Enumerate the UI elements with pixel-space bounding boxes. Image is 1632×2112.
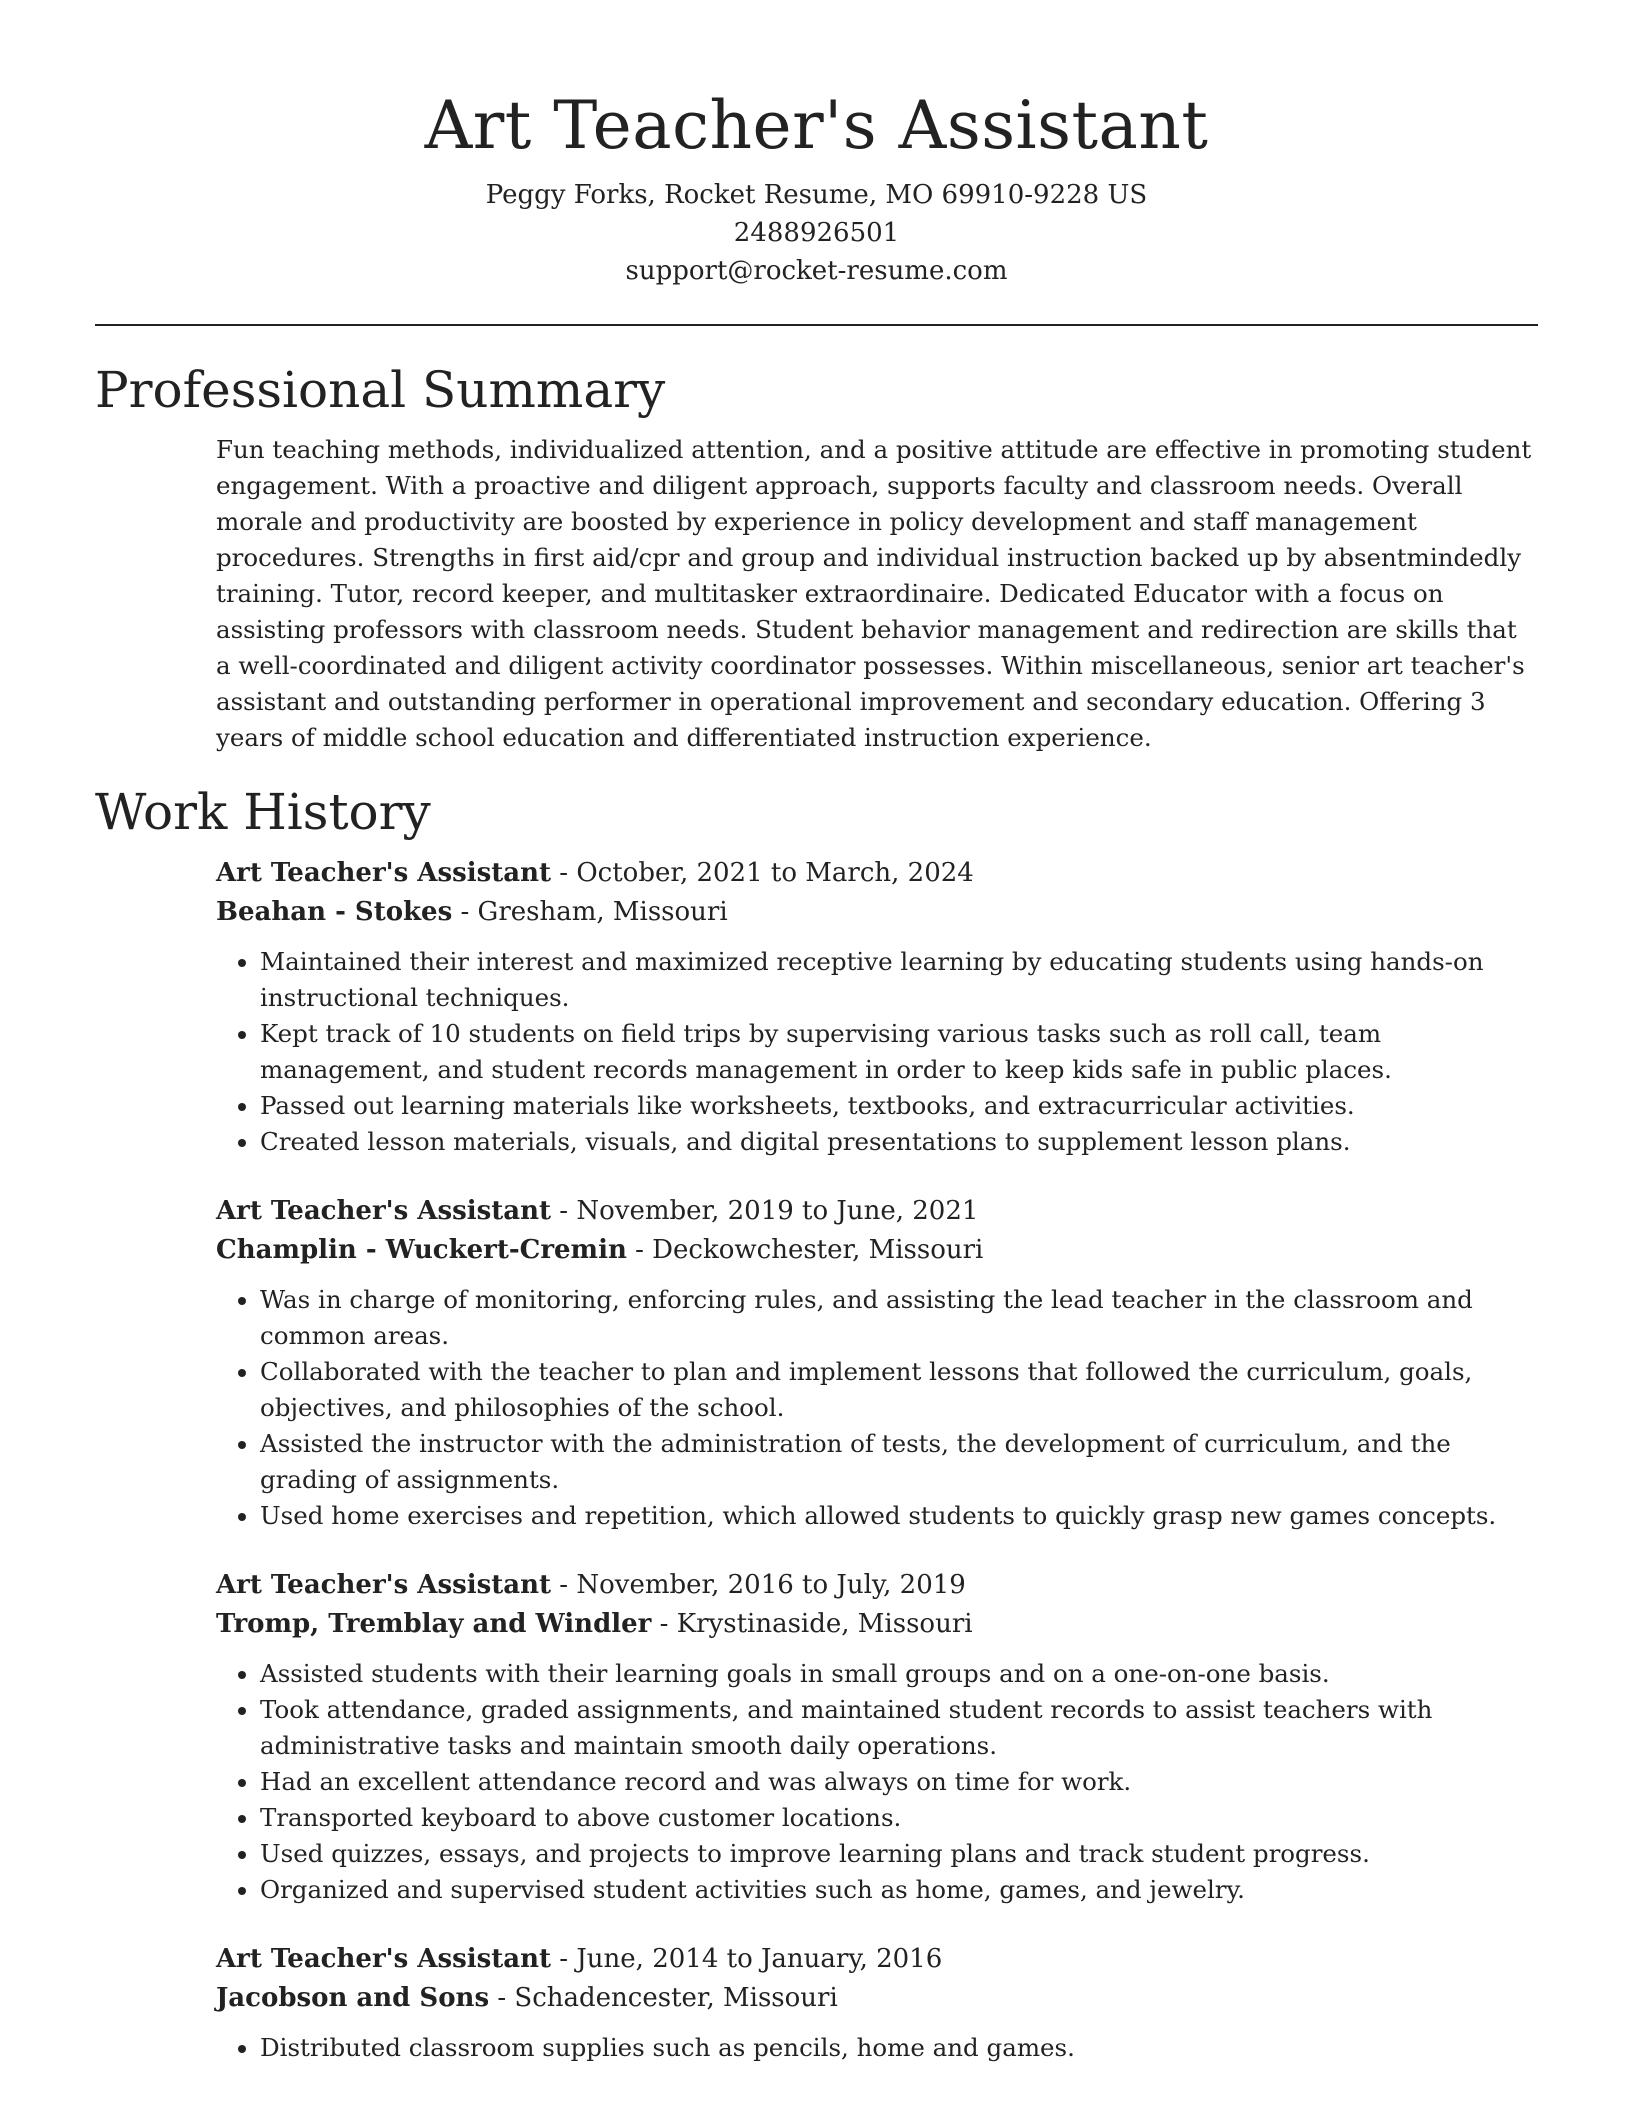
job-bullet: • Passed out learning materials like worksheets, textbooks, and extracurricular activities.: [260, 1088, 1538, 1124]
job-employer-line: [216, 1979, 1538, 2018]
work-history-heading: Work History: [95, 783, 431, 841]
contact-block: [95, 176, 1538, 290]
job-location: - Schadencester, Missouri: [489, 1983, 838, 2013]
resume-title: Art Teacher's Assistant: [424, 87, 1209, 164]
job-bullet: • Was in charge of monitoring, enforcing rules, and assisting the lead teacher in the classroom and common areas.: [260, 1282, 1538, 1354]
job-bullet: • Kept track of 10 students on field trips by supervising various tasks such as roll call, team management, and student records management in order to keep kids safe in public places.: [260, 1016, 1538, 1088]
job-entry: [216, 1940, 1538, 2066]
job-dates: - November, 2019 to June, 2021: [551, 1196, 979, 1226]
job-bullet: • Used quizzes, essays, and projects to improve learning plans and track student progress.: [260, 1836, 1538, 1872]
job-entry: [216, 854, 1538, 1160]
job-employer-line: [216, 1605, 1538, 1644]
job-dates: - June, 2014 to January, 2016: [551, 1944, 943, 1974]
job-bullet: • Created lesson materials, visuals, and digital presentations to supplement lesson plans.: [260, 1124, 1538, 1160]
job-bullets: [216, 944, 1538, 1160]
job-location: - Deckowchester, Missouri: [626, 1235, 984, 1265]
job-employer-line: [216, 893, 1538, 932]
job-bullets: [216, 2030, 1538, 2066]
job-bullets: [216, 1656, 1538, 1908]
header-divider: [95, 324, 1538, 326]
summary-heading: Professional Summary: [95, 361, 666, 419]
job-bullet: • Collaborated with the teacher to plan and implement lessons that followed the curriculum, goals, objectives, and philosophies of the school.: [260, 1354, 1538, 1426]
job-title-line: [216, 1566, 1538, 1605]
job-entry: [216, 1192, 1538, 1534]
job-bullet: • Assisted students with their learning goals in small groups and on a one-on-one basis.: [260, 1656, 1538, 1692]
job-list: [216, 854, 1538, 2066]
contact-phone: 2488926501: [733, 218, 900, 248]
job-title: Art Teacher's Assistant: [216, 1570, 552, 1600]
job-bullets: [216, 1282, 1538, 1534]
job-employer: Tromp, Tremblay and Windler: [216, 1609, 652, 1639]
contact-email: support@rocket-resume.com: [625, 256, 1008, 286]
job-bullet: • Used home exercises and repetition, which allowed students to quickly grasp new games concepts.: [260, 1498, 1538, 1534]
job-bullet: • Had an excellent attendance record and was always on time for work.: [260, 1764, 1538, 1800]
job-employer: Beahan - Stokes: [216, 897, 453, 927]
summary-section: [216, 432, 1538, 756]
job-title: Art Teacher's Assistant: [216, 1196, 552, 1226]
job-employer: Jacobson and Sons: [216, 1983, 490, 2013]
job-employer-line: [216, 1231, 1538, 1270]
job-dates: - November, 2016 to July, 2019: [551, 1570, 966, 1600]
resume-page: [95, 0, 1538, 2066]
job-bullet: • Maintained their interest and maximized receptive learning by educating students using hands-on instructional techniques.: [260, 944, 1538, 1016]
job-title-line: [216, 1192, 1538, 1231]
job-bullet: • Transported keyboard to above customer locations.: [260, 1800, 1538, 1836]
job-title-line: [216, 854, 1538, 893]
job-bullet: • Distributed classroom supplies such as pencils, home and games.: [260, 2030, 1538, 2066]
job-title: Art Teacher's Assistant: [216, 858, 552, 888]
job-bullet: • Organized and supervised student activities such as home, games, and jewelry.: [260, 1872, 1538, 1908]
job-bullet: • Assisted the instructor with the administration of tests, the development of curriculum, and the grading of assignments.: [260, 1426, 1538, 1498]
job-location: - Gresham, Missouri: [452, 897, 728, 927]
job-employer: Champlin - Wuckert-Cremin: [216, 1235, 627, 1265]
job-dates: - October, 2021 to March, 2024: [551, 858, 974, 888]
job-entry: [216, 1566, 1538, 1908]
contact-address: Peggy Forks, Rocket Resume, MO 69910-9228 US: [485, 180, 1148, 210]
job-location: - Krystinaside, Missouri: [651, 1609, 973, 1639]
job-title: Art Teacher's Assistant: [216, 1944, 552, 1974]
summary-text: Fun teaching methods, individualized attention, and a positive attitude are effective in promoting student engagement. With a proactive and diligent approach, supports faculty and classroom needs. Overall morale and productivity are boosted by experience in policy development and staff management procedures. Strengths in first aid/cpr and group and individual instruction backed up by absentmindedly training. Tutor, record keeper, and multitasker extraordinaire. Dedicated Educator with a focus on assisting professors with classroom needs. Student behavior management and redirection are skills that a well-coordinated and diligent activity coordinator possesses. Within miscellaneous, senior art teacher's assistant and outstanding performer in operational improvement and secondary education. Offering 3 years of middle school education and differentiated instruction experience.: [216, 435, 1532, 752]
job-title-line: [216, 1940, 1538, 1979]
job-bullet: • Took attendance, graded assignments, and maintained student records to assist teachers with administrative tasks and maintain smooth daily operations.: [260, 1692, 1538, 1764]
